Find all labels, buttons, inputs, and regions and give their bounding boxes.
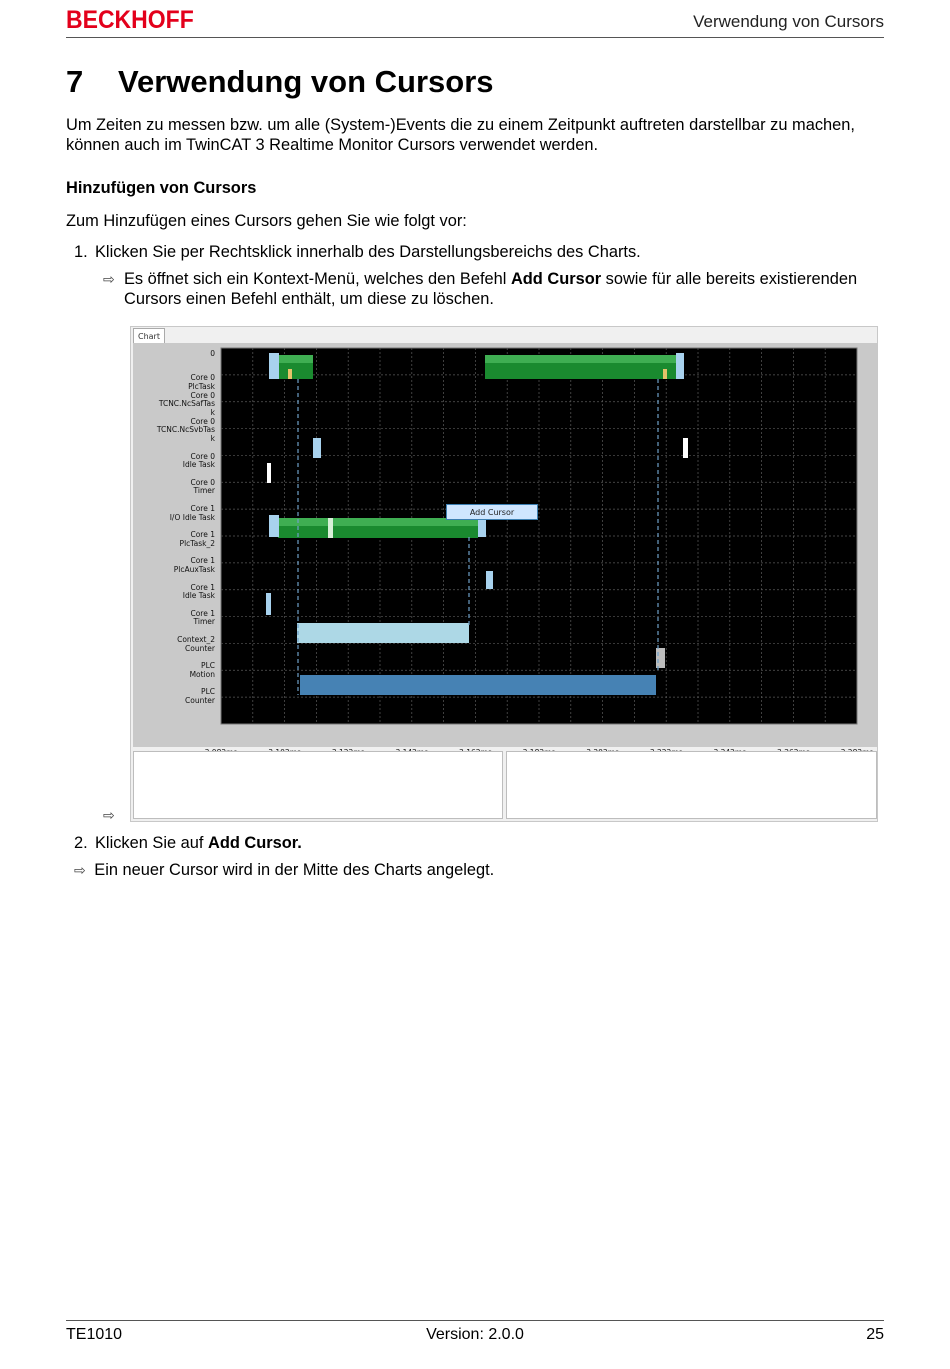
page-number: 25 [866,1326,884,1343]
footer-doc-id: TE1010 [66,1326,123,1343]
lower-panel-right [506,751,877,819]
timeline-plot[interactable] [133,343,877,747]
tab-chart[interactable]: Chart [133,328,165,344]
intro-paragraph: Um Zeiten zu messen bzw. um alle (System-)Events die zu einem Zeitpunkt auftreten darstellbar zu machen, können auch im TwinCAT 3 Realtime Monitor Cursors verwendet werden. [66,116,855,154]
result-arrow-icon: ⇨ [74,862,86,878]
step-number: 2. [74,834,88,852]
running-header: Verwendung von Cursors [693,12,884,31]
lower-panel-left [133,751,503,819]
result-command: Add Cursor [510,270,602,288]
footer-divider [66,1320,884,1321]
step-1 [74,242,641,262]
row-label: PLC Counter [185,687,215,705]
row-label: Core 1 PlcAuxTask [173,556,215,574]
result-text: Ein neuer Cursor wird in der Mitte des Charts angelegt. [94,861,495,879]
step-2-result [74,860,494,880]
footer-version: Version: 2.0.0 [426,1326,524,1343]
section-heading: Hinzufügen von Cursors [66,179,257,197]
chapter-title: Verwendung von Cursors [118,64,494,99]
chapter-heading [66,64,494,100]
y-top-label: 0 [210,349,215,358]
result-text: Es öffnet sich ein Kontext-Menü, welches den Befehl [124,270,511,288]
row-label: Core 0 TCNC.NcSafTas k [158,390,215,417]
context-menu-add-cursor[interactable]: Add Cursor [446,504,538,520]
row-label: Core 0 PlcTask [188,373,215,391]
row-label: Core 1 PlcTask_2 [179,530,215,548]
row-label: Core 1 Timer [190,608,215,627]
step-text: Klicken Sie auf [95,834,208,852]
result-arrow-icon: ⇨ [103,807,115,823]
brand-logo: BECKHOFF [66,6,194,34]
chapter-number: 7 [66,64,84,99]
row-label: Core 0 Timer [190,477,215,496]
header-divider [66,37,884,38]
row-label: Context_2 Counter [177,635,215,653]
step-1-result [103,269,893,308]
section-lead: Zum Hinzufügen eines Cursors gehen Sie wie folgt vor: [66,212,467,230]
step-text: Klicken Sie per Rechtsklick innerhalb des Darstellungsbereichs des Charts. [95,243,641,261]
row-label: Core 1 Idle Task [182,582,215,601]
row-label: Core 0 TCNC.NcSvbTas k [156,416,215,443]
row-label: Core 1 I/O Idle Task [169,504,215,522]
step-command: Add Cursor. [207,834,302,852]
row-label: Core 0 Idle Task [182,451,215,470]
chart-screenshot [130,326,878,822]
result-text-end: sowie für alle bereits existierenden Cursors einen Befehl enthält, um diese zu löschen. [124,270,858,308]
row-label: PLC Motion [189,661,215,679]
step-2 [74,833,302,853]
result-arrow-icon: ⇨ [103,271,115,287]
step-number: 1. [74,243,88,261]
chart-area[interactable] [133,343,877,747]
